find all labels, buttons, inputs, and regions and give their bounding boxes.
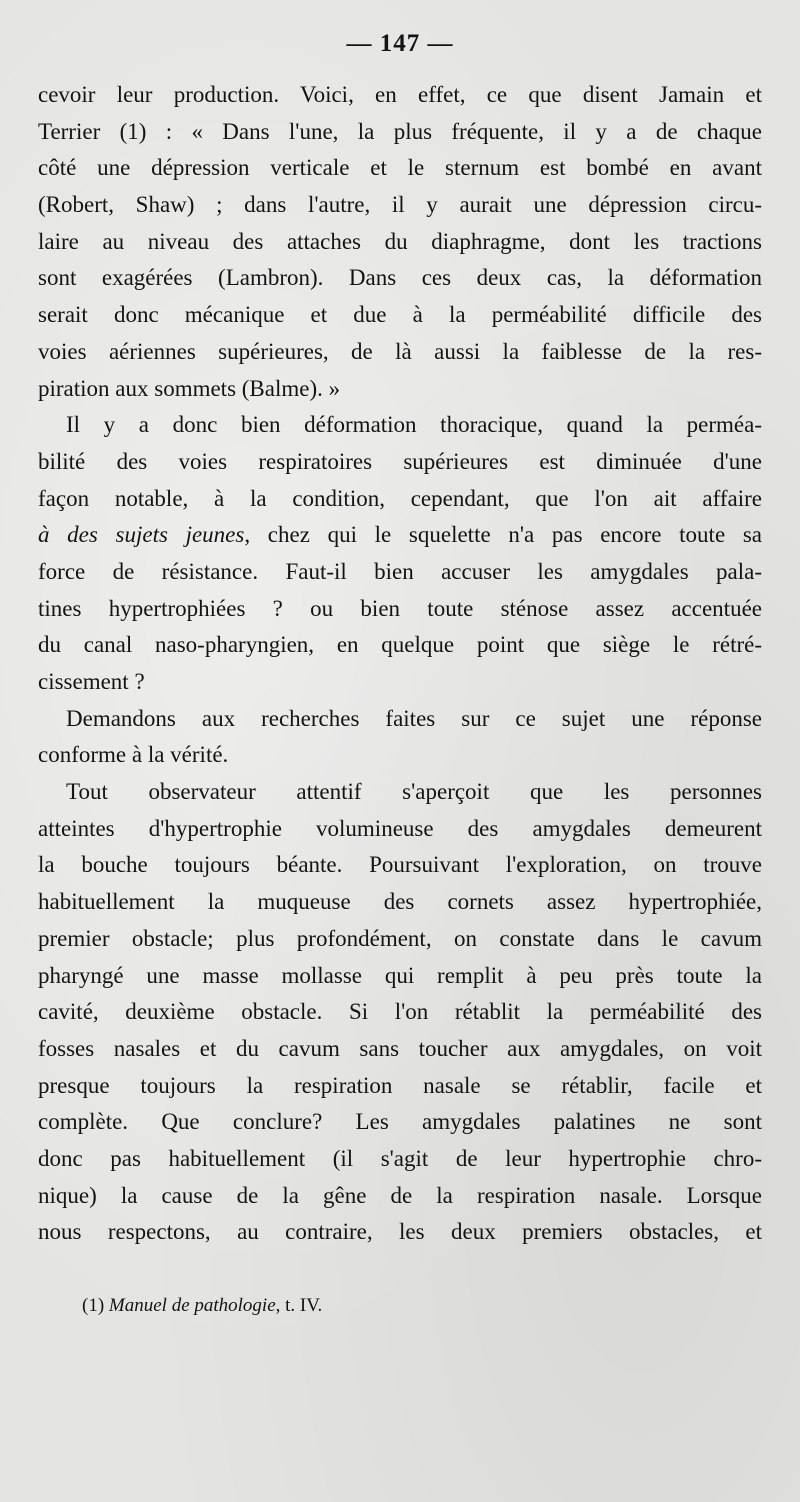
text-line: serait donc mécanique et due à la perméabilité difficile des [38, 302, 762, 328]
text-line: Il y a donc bien déformation thoracique, quand la perméa- [66, 412, 762, 438]
text-line: Terrier (1) : « Dans l'une, la plus fréquente, il y a de chaque [38, 118, 762, 144]
text-line-with-italic [38, 517, 762, 554]
text-line: complète. Que conclure? Les amygdales palatines ne sont [38, 1109, 762, 1135]
text-line: donc pas habituellement (il s'agit de leur hypertrophie chro- [38, 1145, 762, 1171]
text-line: piration aux sommets (Balme). » [38, 375, 341, 401]
text-line: premier obstacle; plus profondément, on constate dans le cavum [38, 925, 762, 951]
paragraph-4 [38, 774, 762, 1251]
text-line: habituellement la muqueuse des cornets assez hypertrophiée, [38, 889, 762, 915]
text-line: voies aériennes supérieures, de là aussi la faiblesse de la res- [38, 338, 762, 364]
body-text [38, 77, 762, 1251]
text-line: bilité des voies respiratoires supérieures est diminuée d'une [38, 448, 762, 474]
footnote-title: Manuel de pathologie [108, 1295, 276, 1316]
paragraph-3 [38, 701, 762, 774]
text-line: conforme à la vérité. [38, 742, 229, 768]
text-line: sont exagérées (Lambron). Dans ces deux cas, la déformation [38, 265, 762, 291]
text-line: fosses nasales et du cavum sans toucher aux amygdales, on voit [38, 1035, 762, 1061]
text-line: cavité, deuxième obstacle. Si l'on rétablit la perméabilité des [38, 999, 762, 1025]
line-remainder: , chez qui le squelette n'a pas encore toute sa [244, 522, 762, 548]
text-line: du canal naso-pharyngien, en quelque point que siège le rétré- [38, 632, 762, 658]
text-line: force de résistance. Faut-il bien accuser les amygdales pala- [38, 558, 762, 584]
text-line: nique) la cause de la gêne de la respiration nasale. Lorsque [38, 1182, 762, 1208]
text-line: côté une dépression verticale et le sternum est bombé en avant [38, 155, 762, 181]
text-line: tines hypertrophiées ? ou bien toute sténose assez accentuée [38, 595, 762, 621]
text-line: cissement ? [38, 669, 145, 694]
page-number: — 147 — [346, 30, 454, 57]
footnote-rest: , t. IV. [275, 1295, 323, 1316]
text-line: laire au niveau des attaches du diaphragme, dont les tractions [38, 228, 762, 254]
text-line: cevoir leur production. Voici, en effet, ce que disent Jamain et [38, 82, 762, 107]
text-line: nous respectons, au contraire, les deux premiers obstacles, et [38, 1219, 762, 1245]
text-line: pharyngé une masse mollasse qui remplit à peu près toute la [38, 962, 762, 988]
text-line: la bouche toujours béante. Poursuivant l'exploration, on trouve [38, 852, 762, 878]
footnote-marker: (1) [82, 1295, 105, 1316]
text-line: Tout observateur attentif s'aperçoit que les personnes [66, 779, 762, 805]
text-line: presque toujours la respiration nasale se rétablir, facile et [38, 1072, 762, 1098]
footnote [82, 1293, 322, 1319]
italic-phrase: à des sujets jeunes [38, 522, 245, 548]
text-line: façon notable, à la condition, cependant, que l'on ait affaire [38, 485, 762, 511]
text-line: Demandons aux recherches faites sur ce sujet une réponse [66, 705, 762, 731]
paragraph-2 [38, 407, 762, 701]
text-line: (Robert, Shaw) ; dans l'autre, il y aurait une dépression circu- [38, 192, 762, 218]
paragraph-1 [38, 77, 762, 407]
text-line: atteintes d'hypertrophie volumineuse des amygdales demeurent [38, 815, 762, 841]
